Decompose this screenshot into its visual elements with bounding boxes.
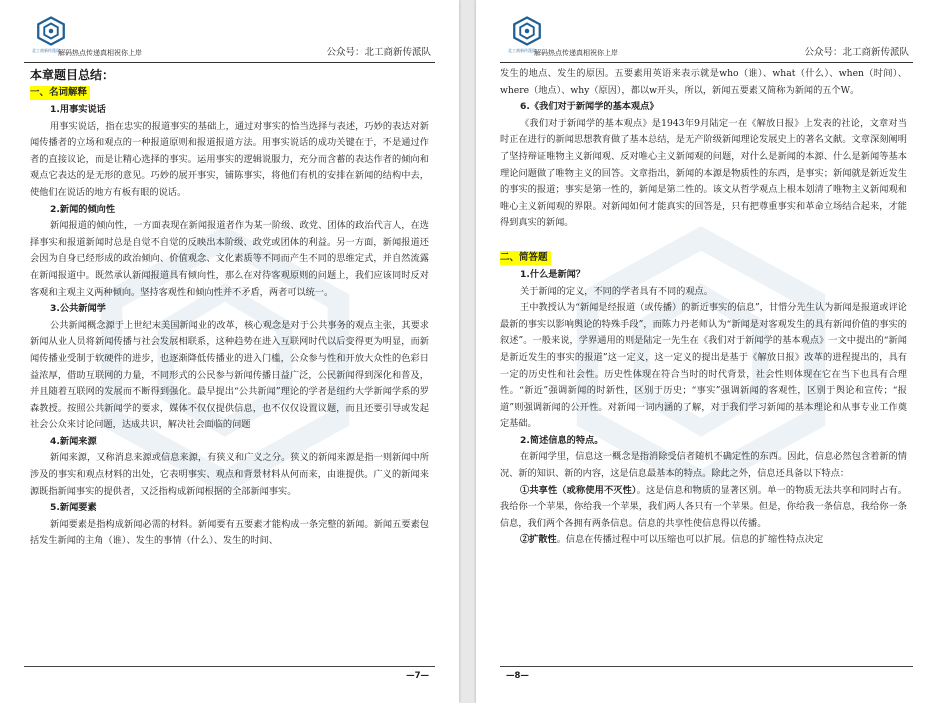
point-label: ①共享性（或称使用不灭性） — [520, 484, 637, 496]
question-title: 1.什么是新闻？ — [520, 268, 586, 280]
term-title: 4.新闻来源 — [50, 435, 97, 447]
page-number: —8— — [506, 671, 529, 681]
answer-point — [500, 483, 907, 533]
logo-caption: 北工商新传派队 — [32, 48, 60, 53]
term-definition: 《我们对于新闻学的基本观点》是1943年9月陆定一在《解放日报》上发表的社论，文章对当时正在进行的新闻思想教育做了基本总结，是无产阶级新闻理论发展史上的著名文献。文章深刻阐明了坚持辩证唯物主义新闻观、反对唯心主义新闻观的问题，对什么是新闻的本源、什么是新闻等基本理论问题做了唯物主义的回答。文章指出，新闻的本源是物质性的东西，是事实；新闻就是新近发生的事实的报道；事实是第一性的，新闻是第二性的。该文从哲学观点上根本划清了唯物主义新闻观和唯心主义新闻观的界限。对新闻如何才能真实的回答是，只有把尊重事实和革命立场结合起来，才能得到真实的新闻。 — [500, 117, 907, 229]
brand-logo-icon — [36, 16, 66, 46]
continued-paragraph: 发生的地点、发生的原因。五要素用英语来表示就是who（谁）、what（什么）、when（时间）、where（地点）、why（原因），都以w开头，所以，新闻五要素又简称为新闻的五个W。 — [500, 68, 907, 96]
point-text: 。信息在传播过程中可以压缩也可以扩展。信息的扩缩性特点决定 — [556, 534, 824, 546]
section-heading-terms: 一、名词解释 — [30, 86, 90, 100]
brand-logo-icon — [512, 16, 542, 46]
page-7 — [0, 0, 459, 703]
answer-point — [500, 532, 907, 549]
header-slogan: 解码热点传递真相祝你上岸 — [58, 49, 142, 57]
term-definition: 用事实说话，指在忠实的报道事实的基础上，通过对事实的恰当选择与表述，巧妙的表达对新闻传播者的立场和观点的一种报道原则和报道报道方法。用事实说话的成功关键在于，不是通过作者的直接议论，而是让精心选择的事实。运用事实的逻辑说服力，充分而含蓄的表达作者的倾向和观点它表达的是无形的意见。巧妙的展开事实，铺陈事实，将他们有机的安排在新闻的结构中去，使他们在说话的地方有板有眼的说话。 — [30, 120, 429, 198]
header-account: 公众号：北工商新传派队 — [326, 47, 431, 58]
point-text: 。这是信息和物质的显著区别。单一的物质无法共享和同时占有。我给你一个苹果，你给我一个苹果，我们两人各只有一个苹果。但是，你给我一条信息，我给你一条信息，我们两个各拥有两条信息。信息的共享性使信息得以传播。 — [500, 484, 907, 529]
term-title: 6.《我们对于新闻学的基本观点》 — [520, 101, 659, 113]
page-footer — [500, 666, 913, 687]
header-slogan: 解码热点传递真相祝你上岸 — [534, 49, 618, 57]
answer-paragraph: 关于新闻的定义，不同的学者具有不同的观点。 — [520, 285, 713, 297]
page-8 — [476, 0, 937, 703]
point-label: ②扩散性 — [520, 534, 557, 546]
question-title: 2.简述信息的特点。 — [520, 434, 604, 446]
answer-paragraph: 在新闻学里，信息这一概念是指消除受信者随机不确定性的东西。因此，信息必然包含着新的情况、新的知识、新的内容，这是信息最基本的特点。除此之外，信息还具备以下特点： — [500, 451, 907, 480]
page-body — [500, 66, 907, 549]
section-heading-short-answer: 二、简答题 — [500, 251, 551, 265]
term-definition: 公共新闻概念源于上世纪末美国新闻业的改革，核心观念是对于公共事务的观点主张，其要求新闻从业人员将新闻传播与社会发展相联系，这种趋势在进入互联网时代以后变得更为明显，而新闻传播业受制于软硬件的进步，也逐渐降低传播业的进入门槛，公众参与性和开放大众性的色彩日益浓厚，借助互联网的力量，不同形式的公民参与新闻传播日益广泛，公民新闻得到深化和普及，并且随着互联网的发展而不断得到强化。最早提出“公共新闻”理论的学者是纽约大学新闻学系的罗森教授。按照公共新闻学的要求，媒体不仅仅提供信息，也不仅仅设置议题，而且还要引导或发起社会公众来讨论问题，达成共识，解决社会面临的问题 — [30, 319, 429, 431]
page-body — [30, 66, 429, 550]
chapter-title: 本章题目总结： — [30, 68, 115, 82]
term-title: 3.公共新闻学 — [50, 303, 106, 315]
page-header — [24, 14, 435, 63]
term-definition: 新闻要素是指构成新闻必需的材料。新闻要有五要素才能构成一条完整的新闻。新闻五要素包括发生新闻的主角（谁）、发生的事情（什么）、发生的时间、 — [30, 518, 429, 547]
term-definition: 新闻报道的倾向性，一方面表现在新闻报道者作为某一阶级、政党、团体的政治代言人，在选择事实和报道新闻时总是自觉不自觉的反映出本阶级、政党或团体的利益。另一方面，新闻报道还会因为自身已经形成的政治倾向、价值观念、文化素质等不同而产生不同的思维定式，并自然流露在新闻报道中。既然承认新闻报道具有倾向性，那么在对待客观原则的问题上，我们应该同时反对客观和主观主义两种倾向。坚持客观性和倾向性并不矛盾，两者可以统一。 — [30, 220, 429, 298]
page-header — [500, 14, 913, 63]
page-footer — [24, 666, 435, 687]
term-title: 5.新闻要素 — [50, 502, 97, 514]
logo-caption: 北工商新传派队 — [508, 48, 536, 53]
term-title: 2.新闻的倾向性 — [50, 203, 116, 215]
answer-paragraph: 王中教授认为“新闻是经报道（或传播）的新近事实的信息”，甘惜分先生认为新闻是报道或评论最新的事实以影响舆论的特殊手段”，而陈力丹老师认为“新闻是对客观发生的具有新闻价值的事实的叙述”。一般来说，学界通用的则是陆定一先生在《我们对于新闻学的基本观点》一文中提出的“新闻是新近发生的事实的报道”这一定义，这一定义的提出是基于《解放日报》改革的进程提出的，具有一定的历史性和社会性。历史性体现在符合当时的时代背景，社会性则体现在它在当下也具有合理性。“新近”强调新闻的时新性，区别于历史；“事实”强调新闻的客观性，区别于舆论和宣传；“报道”则强调新闻的公开性。对新闻一词内涵的了解，对于我们学习新闻的基本理论和从事专业工作奠定基础。 — [500, 302, 907, 430]
page-number: —7— — [406, 671, 429, 681]
header-account: 公众号：北工商新传派队 — [804, 47, 909, 58]
term-definition: 新闻来源，又称消息来源或信息来源，有狭义和广义之分。狭义的新闻来源是指一则新闻中所涉及的事实和观点材料的出处，它表明事实、观点和背景材料从何而来，由谁提供。广义的新闻来源既指新闻事实的提供者，又泛指构成新闻根据的全部新闻事实。 — [30, 452, 429, 497]
term-title: 1.用事实说话 — [50, 104, 106, 115]
